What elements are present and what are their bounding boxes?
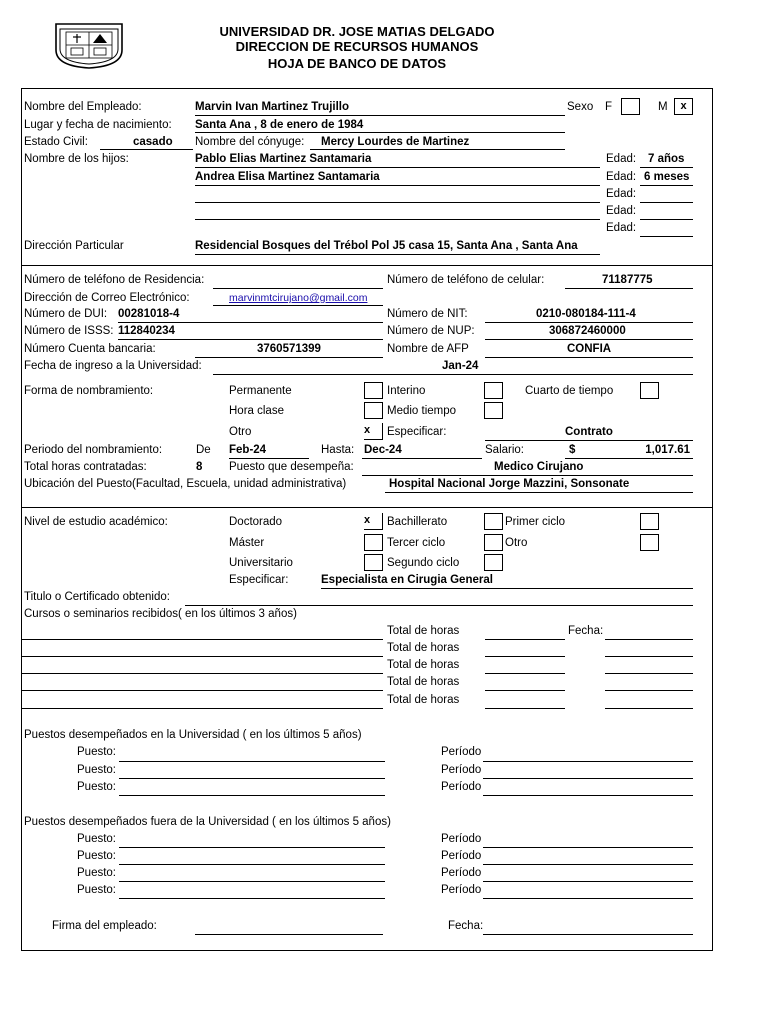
section-divider-1	[21, 265, 713, 266]
primer-ciclo-label: Primer ciclo	[505, 516, 566, 528]
otro-edu-checkbox[interactable]	[640, 534, 659, 551]
de-line	[229, 458, 309, 459]
outside-periodo-4-line[interactable]	[483, 898, 693, 899]
course-5-hours-line[interactable]	[485, 708, 565, 709]
inside-periodo-2-label: Período	[441, 764, 482, 776]
edu-especificar-label: Especificar:	[229, 574, 289, 586]
bank-value[interactable]: 3760571399	[257, 343, 321, 355]
inside-positions-label: Puestos desempeñados en la Universidad ( en los últimos 5 años)	[24, 729, 362, 741]
birth-label: Lugar y fecha de nacimiento:	[24, 119, 172, 131]
form-title: HOJA DE BANCO DE DATOS	[267, 56, 447, 71]
tercer-ciclo-checkbox[interactable]	[484, 534, 503, 551]
nup-line	[485, 339, 693, 340]
child-3-age-label: Edad:	[606, 188, 637, 200]
bachillerato-checkbox[interactable]	[484, 513, 503, 530]
children-label: Nombre de los hijos:	[24, 153, 129, 165]
child-4-line[interactable]	[195, 219, 600, 220]
permanente-label: Permanente	[229, 385, 292, 397]
outside-puesto-1-line[interactable]	[119, 847, 385, 848]
child-2-age-line	[640, 185, 693, 186]
inside-puesto-2-line[interactable]	[119, 778, 385, 779]
sex-label: Sexo	[567, 101, 594, 113]
edu-especificar-line	[321, 588, 693, 589]
outside-periodo-1-line[interactable]	[483, 847, 693, 848]
child-1-age-line	[640, 167, 693, 168]
outside-periodo-3-line[interactable]	[483, 881, 693, 882]
child-1-age[interactable]: 7 años	[648, 153, 685, 165]
child-5-age-line[interactable]	[640, 236, 693, 237]
name-value[interactable]: Marvin Ivan Martinez Trujillo	[195, 101, 350, 113]
child-5-age-label: Edad:	[606, 222, 637, 234]
department-title: DIRECCION DE RECURSOS HUMANOS	[235, 39, 479, 54]
course-5-date-line[interactable]	[605, 708, 693, 709]
address-value[interactable]: Residencial Bosques del Trébol Pol J5 casa 15, Santa Ana , Santa Ana	[195, 240, 578, 252]
permanente-checkbox[interactable]	[364, 382, 383, 399]
course-4-hours-line[interactable]	[485, 690, 565, 691]
civil-line	[100, 149, 193, 150]
doctorado-label: Doctorado	[229, 516, 283, 528]
inside-periodo-1-label: Período	[441, 746, 482, 758]
nup-value[interactable]: 306872460000	[549, 325, 626, 337]
nit-label: Número de NIT:	[387, 308, 468, 320]
course-3-hours-line[interactable]	[485, 673, 565, 674]
inside-periodo-3-line[interactable]	[483, 795, 693, 796]
outside-periodo-4-label: Período	[441, 884, 482, 896]
course-2-hours-label: Total de horas	[387, 642, 460, 654]
outside-puesto-2-label: Puesto:	[77, 850, 116, 862]
location-label: Ubicación del Puesto(Facultad, Escuela, unidad administrativa)	[24, 478, 347, 490]
outside-puesto-2-line[interactable]	[119, 864, 385, 865]
inside-periodo-2-line[interactable]	[483, 778, 693, 779]
email-line	[213, 305, 383, 306]
universitario-checkbox[interactable]	[364, 554, 383, 571]
birth-value[interactable]: Santa Ana , 8 de enero de 1984	[195, 119, 364, 131]
interino-label: Interino	[387, 385, 426, 397]
address-label: Dirección Particular	[24, 240, 124, 252]
otro-edu-label: Otro	[505, 537, 528, 549]
universitario-label: Universitario	[229, 557, 293, 569]
inside-periodo-3-label: Período	[441, 781, 482, 793]
master-label: Máster	[229, 537, 265, 549]
de-value[interactable]: Feb-24	[229, 444, 267, 456]
seal-icon	[52, 20, 126, 70]
inside-puesto-2-label: Puesto:	[77, 764, 116, 776]
child-1-name[interactable]: Pablo Elias Martinez Santamaria	[195, 153, 372, 165]
cell-value[interactable]: 71187775	[602, 274, 653, 286]
hours-label: Total horas contratadas:	[24, 461, 147, 473]
address-line	[195, 254, 600, 255]
hasta-line	[362, 458, 482, 459]
child-3-line[interactable]	[195, 202, 600, 203]
cell-label: Número de teléfono de celular:	[387, 274, 545, 286]
outside-puesto-1-label: Puesto:	[77, 833, 116, 845]
hora-clase-checkbox[interactable]	[364, 402, 383, 419]
bank-label: Número Cuenta bancaria:	[24, 343, 156, 355]
child-1-line	[195, 167, 600, 168]
outside-puesto-4-label: Puesto:	[77, 884, 116, 896]
medio-label: Medio tiempo	[387, 405, 457, 417]
home-phone-line[interactable]	[213, 288, 383, 289]
outside-positions-label: Puestos desempeñados fuera de la Universidad ( en los últimos 5 años)	[24, 816, 391, 828]
signature-date-label: Fecha:	[448, 920, 484, 932]
course-5-line[interactable]	[21, 708, 383, 709]
nup-label: Número de NUP:	[387, 325, 475, 337]
de-label: De	[196, 444, 211, 456]
dui-label: Número de DUI:	[24, 308, 108, 320]
university-logo	[52, 20, 126, 70]
form-appointment-label: Forma de nombramiento:	[24, 385, 154, 397]
cuarto-checkbox[interactable]	[640, 382, 659, 399]
course-2-date-line[interactable]	[605, 656, 693, 657]
signature-label: Firma del empleado:	[52, 920, 157, 932]
outside-puesto-3-label: Puesto:	[77, 867, 116, 879]
salary-label: Salario:	[485, 444, 524, 456]
currency-symbol: $	[569, 444, 576, 456]
course-1-hours-label: Total de horas	[387, 625, 460, 637]
email-label: Dirección de Correo Electrónico:	[24, 292, 190, 304]
child-2-age-label: Edad:	[606, 171, 637, 183]
especificar-line	[485, 440, 693, 441]
position-line	[362, 475, 693, 476]
medio-checkbox[interactable]	[484, 402, 503, 419]
course-5-hours-label: Total de horas	[387, 694, 460, 706]
nit-line	[485, 322, 693, 323]
outside-periodo-2-line[interactable]	[483, 864, 693, 865]
inside-puesto-1-label: Puesto:	[77, 746, 116, 758]
otro-label: Otro	[229, 426, 252, 438]
hasta-label: Hasta:	[321, 444, 355, 456]
inside-puesto-1-line[interactable]	[119, 761, 385, 762]
course-1-hours-line[interactable]	[485, 639, 565, 640]
dui-value[interactable]: 00281018-4	[118, 308, 180, 320]
title-line[interactable]	[185, 605, 693, 606]
segundo-ciclo-label: Segundo ciclo	[387, 557, 460, 569]
interino-checkbox[interactable]	[484, 382, 503, 399]
title-label: Titulo o Certificado obtenido:	[24, 591, 170, 603]
inside-puesto-3-label: Puesto:	[77, 781, 116, 793]
cuarto-label: Cuarto de tiempo	[525, 385, 614, 397]
course-date-label: Fecha:	[568, 625, 604, 637]
primer-ciclo-checkbox[interactable]	[640, 513, 659, 530]
nit-value[interactable]: 0210-080184-111-4	[536, 308, 636, 320]
course-4-date-line[interactable]	[605, 690, 693, 691]
hora-clase-label: Hora clase	[229, 405, 284, 417]
salary-line	[565, 458, 693, 459]
sex-m-label: M	[658, 101, 668, 113]
child-1-age-label: Edad:	[606, 153, 637, 165]
tercer-ciclo-label: Tercer ciclo	[387, 537, 446, 549]
sex-f-label: F	[605, 101, 613, 113]
home-phone-label: Número de teléfono de Residencia:	[24, 274, 205, 286]
courses-label: Cursos o seminarios recibidos( en los últimos 3 años)	[24, 608, 297, 620]
cell-line	[565, 288, 693, 289]
child-4-age-line[interactable]	[640, 219, 693, 220]
course-4-hours-label: Total de horas	[387, 676, 460, 688]
master-checkbox[interactable]	[364, 534, 383, 551]
spouse-line	[310, 149, 565, 150]
level-label: Nivel de estudio académico:	[24, 516, 168, 528]
isss-value[interactable]: 112840234	[118, 325, 175, 337]
spouse-label: Nombre del cónyuge:	[195, 136, 305, 148]
sex-f-checkbox[interactable]	[621, 98, 640, 115]
child-4-age-label: Edad:	[606, 205, 637, 217]
section-divider-2	[21, 507, 713, 508]
signature-date-line[interactable]	[483, 934, 693, 935]
child-2-age[interactable]: 6 meses	[644, 171, 690, 183]
sex-m-checkbox[interactable]: x	[674, 98, 693, 115]
child-2-line	[195, 185, 600, 186]
segundo-ciclo-checkbox[interactable]	[484, 554, 503, 571]
spouse-value[interactable]: Mercy Lourdes de Martinez	[321, 136, 470, 148]
position-value[interactable]: Medico Cirujano	[494, 461, 584, 473]
child-3-age-line[interactable]	[640, 202, 693, 203]
bank-line	[195, 357, 383, 358]
course-3-line[interactable]	[21, 673, 383, 674]
hasta-value[interactable]: Dec-24	[364, 444, 402, 456]
entry-label: Fecha de ingreso a la Universidad:	[24, 360, 202, 372]
child-2-name[interactable]: Andrea Elisa Martinez Santamaria	[195, 171, 380, 183]
especificar-value[interactable]: Contrato	[565, 426, 613, 438]
hours-value[interactable]: 8	[196, 461, 203, 473]
name-line	[195, 115, 565, 116]
location-value[interactable]: Hospital Nacional Jorge Mazzini, Sonsonate	[389, 478, 630, 490]
doctorado-checkbox[interactable]: x	[364, 513, 383, 530]
isss-label: Número de ISSS:	[24, 325, 114, 337]
period-label: Periodo del nombramiento:	[24, 444, 163, 456]
position-label: Puesto que desempeña:	[229, 461, 354, 473]
afp-value[interactable]: CONFIA	[567, 343, 612, 355]
entry-value[interactable]: Jan-24	[442, 360, 479, 372]
dui-line	[118, 322, 383, 323]
signature-line[interactable]	[195, 934, 383, 935]
inside-puesto-3-line[interactable]	[119, 795, 385, 796]
course-3-date-line[interactable]	[605, 673, 693, 674]
outside-puesto-4-line[interactable]	[119, 898, 385, 899]
location-line	[385, 492, 693, 493]
course-3-hours-label: Total de horas	[387, 659, 460, 671]
salary-value[interactable]: 1,017.61	[645, 444, 690, 456]
entry-line	[213, 374, 693, 375]
afp-label: Nombre de AFP	[387, 343, 469, 355]
isss-line	[118, 339, 383, 340]
course-1-line[interactable]	[21, 639, 383, 640]
course-4-line[interactable]	[21, 690, 383, 691]
course-2-line[interactable]	[21, 656, 383, 657]
civil-value[interactable]: casado	[133, 136, 173, 148]
outside-puesto-3-line[interactable]	[119, 881, 385, 882]
edu-especificar-value[interactable]: Especialista en Cirugia General	[321, 574, 493, 586]
bachillerato-label: Bachillerato	[387, 516, 448, 528]
inside-periodo-1-line[interactable]	[483, 761, 693, 762]
outside-periodo-2-label: Período	[441, 850, 482, 862]
email-link[interactable]: marvinmtcirujano@gmail.com	[229, 292, 368, 304]
course-1-date-line[interactable]	[605, 639, 693, 640]
university-title: UNIVERSIDAD DR. JOSE MATIAS DELGADO	[219, 24, 495, 39]
afp-line	[485, 357, 693, 358]
otro-checkbox[interactable]: x	[364, 423, 383, 440]
birth-line	[195, 132, 565, 133]
name-label: Nombre del Empleado:	[24, 101, 142, 113]
course-2-hours-line[interactable]	[485, 656, 565, 657]
civil-label: Estado Civil:	[24, 136, 88, 148]
outside-periodo-3-label: Período	[441, 867, 482, 879]
outside-periodo-1-label: Período	[441, 833, 482, 845]
especificar-label: Especificar:	[387, 426, 447, 438]
